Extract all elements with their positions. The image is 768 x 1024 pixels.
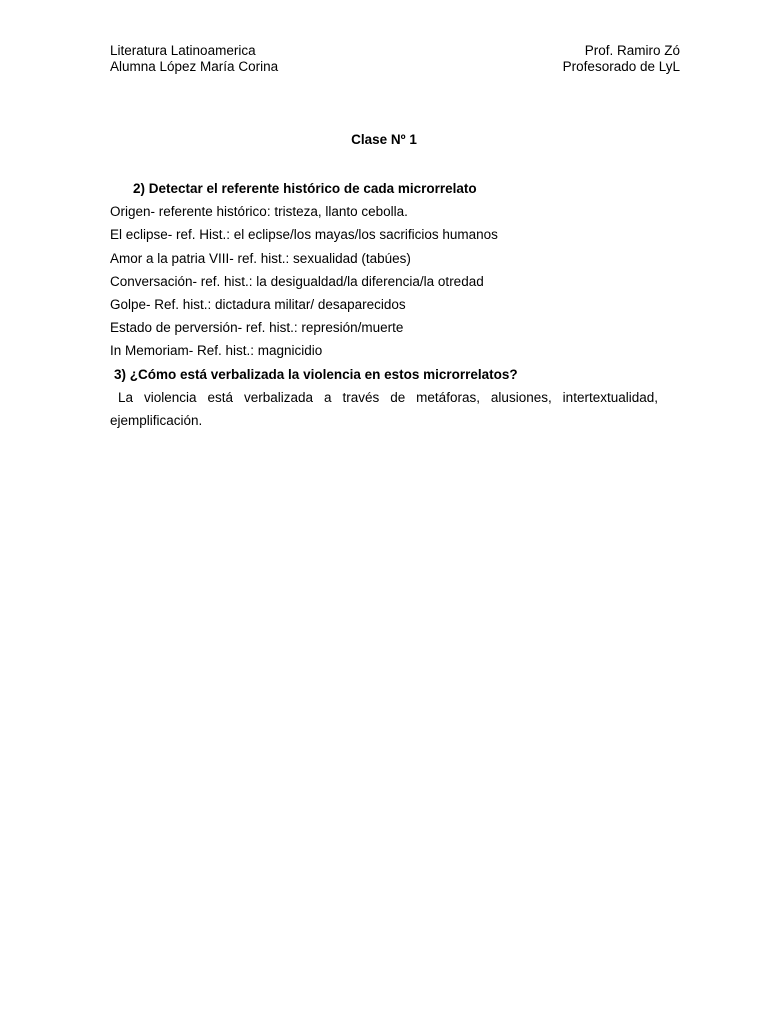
list-item: Origen- referente histórico: tristeza, llanto cebolla. — [110, 204, 408, 220]
professor-name: Prof. Ramiro Zó — [584, 43, 680, 58]
question-3-answer: La violencia está verbalizada a través de metáforas, alusiones, intertextualidad, ejemplificación. — [110, 389, 658, 429]
list-item: Golpe- Ref. hist.: dictadura militar/ desaparecidos — [110, 297, 406, 313]
header-row-2 — [110, 59, 680, 75]
list-item: El eclipse- ref. Hist.: el eclipse/los mayas/los sacrificios humanos — [110, 227, 498, 243]
document-body — [110, 177, 658, 432]
question-2-heading: 2) Detectar el referente histórico de cada microrrelato — [133, 181, 477, 196]
program-name: Profesorado de LyL — [562, 59, 680, 74]
student-name: Alumna López María Corina — [110, 59, 279, 74]
list-item: Estado de perversión- ref. hist.: represión/muerte — [110, 320, 404, 336]
list-item: In Memoriam- Ref. hist.: magnicidio — [110, 343, 323, 359]
page-title: Clase Nº 1 — [351, 132, 417, 147]
list-item: Conversación- ref. hist.: la desigualdad/la diferencia/la otredad — [110, 273, 484, 289]
question-3-heading: 3) ¿Cómo está verbalizada la violencia en estos microrrelatos? — [114, 366, 518, 382]
header-row-1 — [110, 43, 680, 59]
document-header — [110, 43, 680, 75]
list-item: Amor a la patria VIII- ref. hist.: sexualidad (tabúes) — [110, 250, 411, 266]
course-name: Literatura Latinoamerica — [110, 43, 256, 58]
